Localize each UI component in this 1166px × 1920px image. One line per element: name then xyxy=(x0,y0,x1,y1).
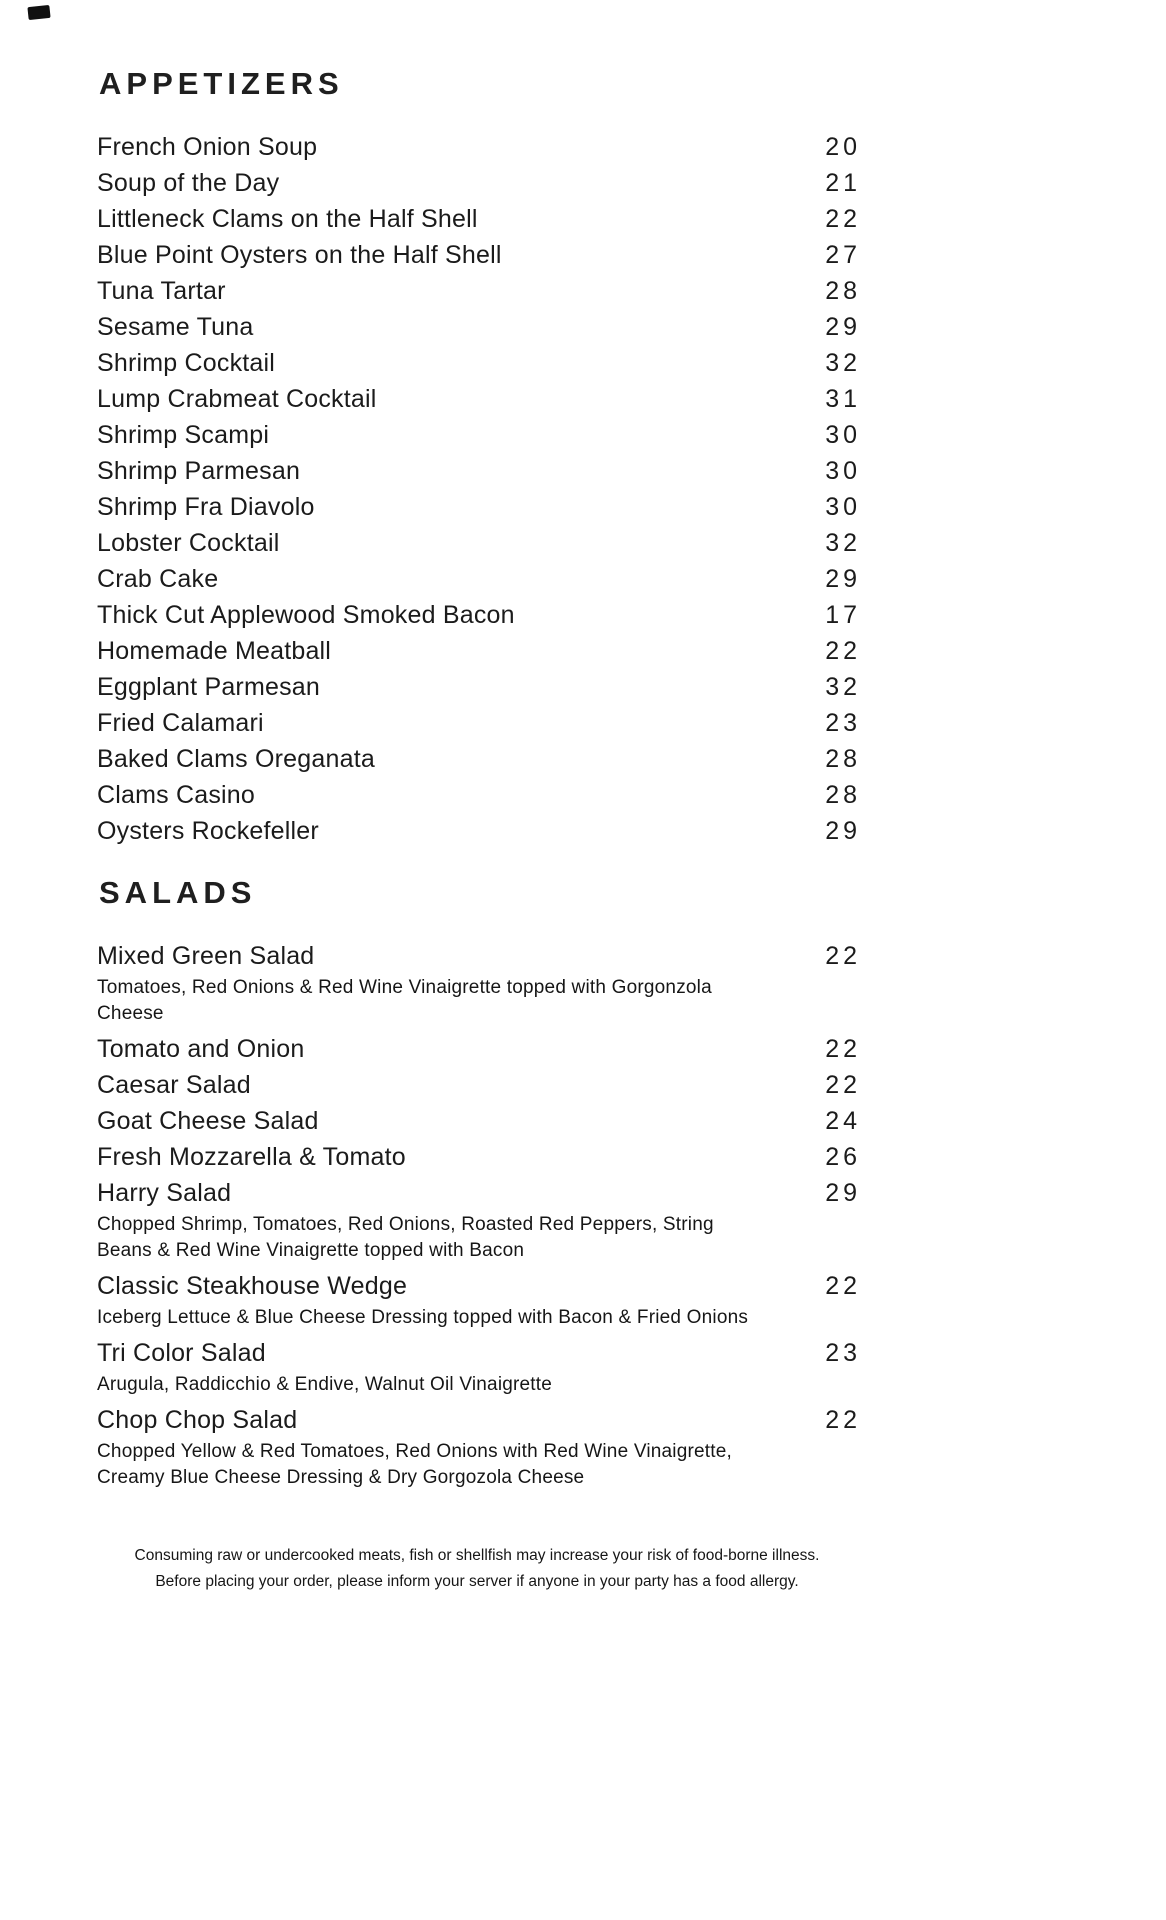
item-price: 23 xyxy=(825,709,861,737)
item-name: Chop Chop Salad xyxy=(97,1406,298,1434)
item-price: 20 xyxy=(825,133,861,161)
item-price: 23 xyxy=(825,1339,861,1367)
menu-item-row xyxy=(97,345,861,381)
menu-item-row xyxy=(97,633,861,669)
menu-item-row xyxy=(97,165,861,201)
item-price: 32 xyxy=(825,673,861,701)
item-price: 24 xyxy=(825,1107,861,1135)
item-name: Littleneck Clams on the Half Shell xyxy=(97,205,478,233)
menu-item-row xyxy=(97,201,861,237)
menu-item-row xyxy=(97,938,861,974)
menu-item-row xyxy=(97,417,861,453)
section-title-salads: SALADS xyxy=(99,875,257,910)
section-appetizers xyxy=(97,66,861,849)
item-price: 22 xyxy=(825,205,861,233)
item-price: 22 xyxy=(825,637,861,665)
item-name: Tomato and Onion xyxy=(97,1035,305,1063)
item-name: Thick Cut Applewood Smoked Bacon xyxy=(97,601,515,629)
item-price: 22 xyxy=(825,1406,861,1434)
item-price: 32 xyxy=(825,529,861,557)
item-name: Tuna Tartar xyxy=(97,277,226,305)
item-price: 31 xyxy=(825,385,861,413)
menu-item-row xyxy=(97,1402,861,1438)
menu-item-row xyxy=(97,309,861,345)
item-price: 22 xyxy=(825,1071,861,1099)
menu-item-row xyxy=(97,525,861,561)
menu-item-row xyxy=(97,561,861,597)
footer-line-2: Before placing your order, please inform your server if anyone in your party has a food allergy. xyxy=(155,1573,799,1590)
menu-item-row xyxy=(97,813,861,849)
item-price: 22 xyxy=(825,942,861,970)
menu-item-row xyxy=(97,1103,861,1139)
menu-item-row xyxy=(97,237,861,273)
item-description: Chopped Yellow & Red Tomatoes, Red Onions with Red Wine Vinaigrette, Creamy Blue Cheese Dressing & Dry Gorgozola Cheese xyxy=(97,1441,732,1488)
item-name: Clams Casino xyxy=(97,781,256,809)
item-price: 27 xyxy=(825,241,861,269)
section-title-appetizers: APPETIZERS xyxy=(99,66,344,101)
item-name: Harry Salad xyxy=(97,1179,232,1207)
item-price: 28 xyxy=(825,781,861,809)
menu-item-row xyxy=(97,777,861,813)
item-name: Lobster Cocktail xyxy=(97,529,280,557)
item-name: Fresh Mozzarella & Tomato xyxy=(97,1143,406,1171)
item-name: Blue Point Oysters on the Half Shell xyxy=(97,241,502,269)
item-price: 29 xyxy=(825,565,861,593)
menu-item-row xyxy=(97,129,861,165)
menu-item-row xyxy=(97,1031,861,1067)
item-price: 22 xyxy=(825,1272,861,1300)
menu-item-row xyxy=(97,741,861,777)
item-description: Tomatoes, Red Onions & Red Wine Vinaigrette topped with Gorgonzola Cheese xyxy=(97,977,712,1024)
item-price: 29 xyxy=(825,313,861,341)
item-description: Iceberg Lettuce & Blue Cheese Dressing topped with Bacon & Fried Onions xyxy=(97,1307,749,1328)
item-name: Eggplant Parmesan xyxy=(97,673,320,701)
menu-item-row xyxy=(97,489,861,525)
menu-item-row xyxy=(97,1175,861,1211)
item-name: Shrimp Parmesan xyxy=(97,457,301,485)
item-name: Crab Cake xyxy=(97,565,219,593)
item-name: Mixed Green Salad xyxy=(97,942,315,970)
item-price: 32 xyxy=(825,349,861,377)
item-price: 30 xyxy=(825,493,861,521)
item-name: Shrimp Fra Diavolo xyxy=(97,493,315,521)
scan-artifact xyxy=(27,5,50,20)
menu-item-row xyxy=(97,705,861,741)
menu-item-row xyxy=(97,381,861,417)
menu-item-row xyxy=(97,1268,861,1304)
footer-line-1: Consuming raw or undercooked meats, fish or shellfish may increase your risk of food-borne illness. xyxy=(134,1547,820,1564)
item-name: Fried Calamari xyxy=(97,709,264,737)
item-name: Baked Clams Oreganata xyxy=(97,745,375,773)
item-name: Caesar Salad xyxy=(97,1071,251,1099)
item-name: Soup of the Day xyxy=(97,169,280,197)
item-name: Shrimp Cocktail xyxy=(97,349,276,377)
item-name: Goat Cheese Salad xyxy=(97,1107,319,1135)
menu-item-row xyxy=(97,1139,861,1175)
item-price: 30 xyxy=(825,421,861,449)
menu-item-row xyxy=(97,453,861,489)
menu-item-row xyxy=(97,1335,861,1371)
item-price: 28 xyxy=(825,745,861,773)
section-salads xyxy=(97,875,861,1491)
item-name: Sesame Tuna xyxy=(97,313,254,341)
item-name: Homemade Meatball xyxy=(97,637,332,665)
item-price: 29 xyxy=(825,817,861,845)
item-name: Lump Crabmeat Cocktail xyxy=(97,385,377,413)
item-description: Arugula, Raddicchio & Endive, Walnut Oil Vinaigrette xyxy=(97,1374,553,1395)
item-price: 21 xyxy=(825,169,861,197)
item-name: Oysters Rockefeller xyxy=(97,817,319,845)
item-name: Classic Steakhouse Wedge xyxy=(97,1272,408,1300)
footer-disclaimer xyxy=(67,1543,887,1595)
item-price: 29 xyxy=(825,1179,861,1207)
item-price: 30 xyxy=(825,457,861,485)
item-price: 26 xyxy=(825,1143,861,1171)
item-description: Chopped Shrimp, Tomatoes, Red Onions, Roasted Red Peppers, String Beans & Red Wine Vinaigrette topped with Bacon xyxy=(97,1214,714,1261)
menu-item-row xyxy=(97,597,861,633)
menu-item-row xyxy=(97,1067,861,1103)
item-price: 17 xyxy=(825,601,861,629)
item-price: 22 xyxy=(825,1035,861,1063)
item-name: French Onion Soup xyxy=(97,133,318,161)
menu-item-row xyxy=(97,273,861,309)
menu-item-row xyxy=(97,669,861,705)
item-name: Tri Color Salad xyxy=(97,1339,266,1367)
item-name: Shrimp Scampi xyxy=(97,421,270,449)
item-price: 28 xyxy=(825,277,861,305)
